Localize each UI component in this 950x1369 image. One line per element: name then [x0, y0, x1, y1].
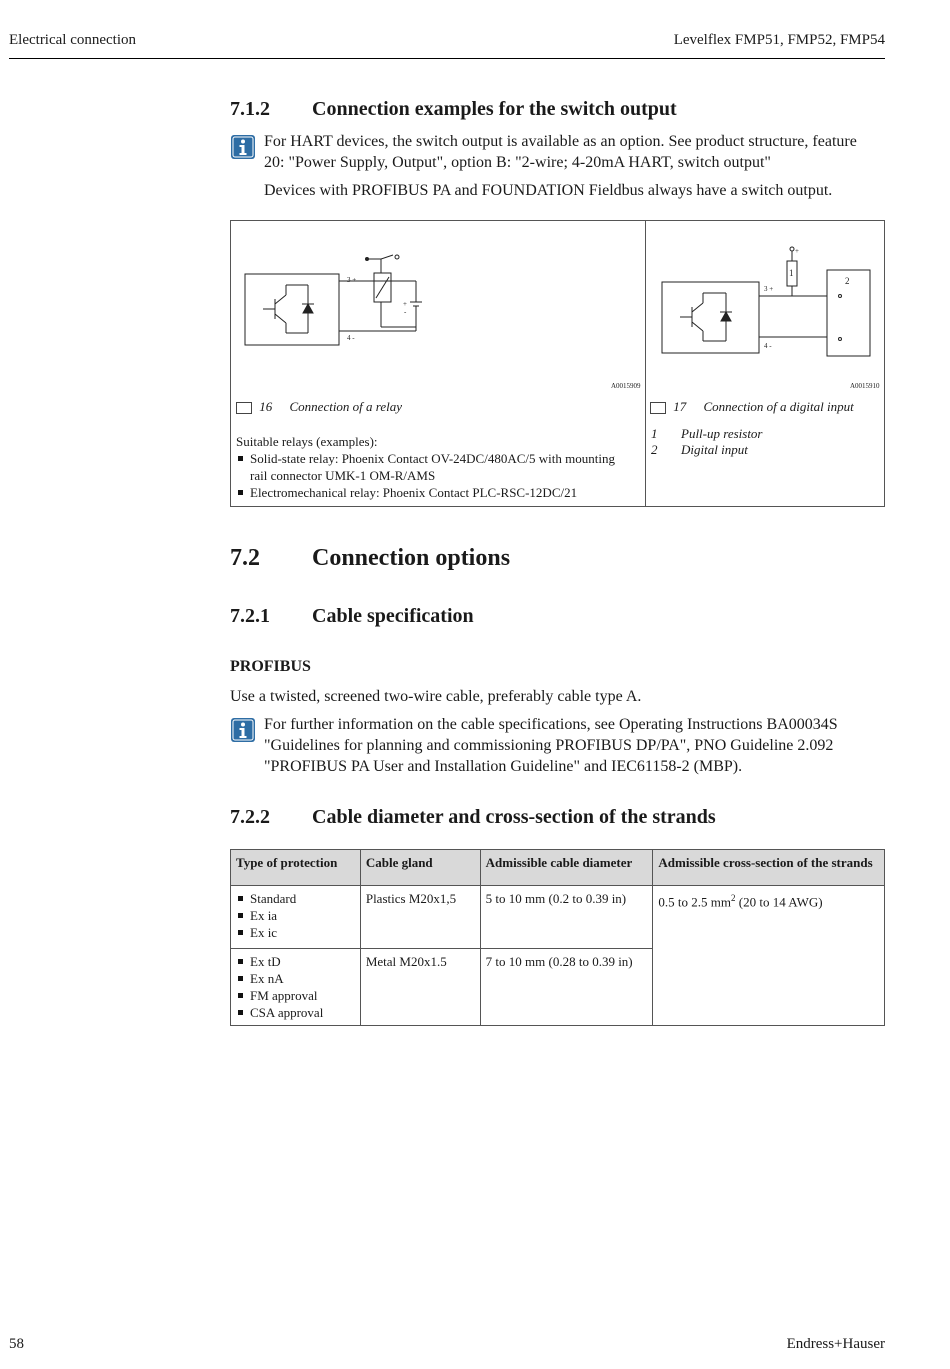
figure-icon — [236, 402, 252, 414]
section-number: 7.2.1 — [230, 605, 270, 627]
section-heading-7-2-1 — [230, 605, 474, 628]
figure-caption-text: Connection of a digital input — [703, 399, 854, 414]
list-item — [236, 450, 641, 484]
section-title: Cable diameter and cross-section of the strands — [312, 806, 716, 828]
list-item: Standard — [236, 890, 355, 907]
section-heading-7-2 — [230, 545, 510, 572]
section-title: Connection examples for the switch output — [312, 98, 677, 120]
supply-plus-label: + — [795, 247, 799, 255]
note-line: "PROFIBUS PA User and Installation Guideline" and IEC61158-2 (MBP). — [264, 758, 743, 775]
table-cell: Plastics M20x1,5 — [360, 886, 480, 949]
table-cell: 7 to 10 mm (0.28 to 0.39 in) — [480, 949, 653, 1026]
battery-minus-label: - — [404, 308, 407, 316]
section-heading-7-1-2 — [230, 98, 890, 121]
list-item: Ex ic — [236, 924, 355, 941]
figure-caption-text: Connection of a relay — [289, 399, 403, 414]
section-title: Connection options — [312, 545, 511, 571]
section-number: 7.2.2 — [230, 806, 270, 828]
note-line: For HART devices, the switch output is available as an option. See product structure, feature — [264, 133, 857, 150]
superscript: 2 — [731, 893, 736, 903]
column-header: Cable gland — [360, 850, 480, 886]
section-heading-7-2-2 — [230, 806, 716, 829]
terminal-4-minus-label: 4 - — [347, 334, 355, 342]
list-item-line: Solid-state relay: Phoenix Contact OV-24DC/480AC/5 with mounting — [250, 451, 615, 466]
cable-spec-table — [230, 849, 885, 1026]
suitable-relays-block — [236, 433, 641, 501]
info-icon — [231, 718, 255, 742]
figure-17-legend — [651, 426, 763, 458]
note-line: "Guidelines for planning and commissioning PROFIBUS DP/PA", PNO Guideline 2.092 — [264, 737, 834, 754]
subheading-profibus: PROFIBUS — [230, 658, 311, 675]
relay-connection-diagram — [231, 221, 645, 391]
table-cell — [231, 886, 361, 949]
table-cell: 5 to 10 mm (0.2 to 0.39 in) — [480, 886, 653, 949]
note-cable-specifications — [264, 714, 894, 777]
relays-heading: Suitable relays (examples): — [236, 434, 378, 449]
digital-input-diagram — [646, 221, 886, 391]
note-line: 20: "Power Supply, Output", option B: "2-wire; 4-20mA HART, switch output" — [264, 154, 771, 171]
footer-brand: Endress+Hauser — [786, 1336, 885, 1352]
table-header-row — [231, 850, 885, 886]
list-item: Ex nA — [236, 970, 355, 987]
list-item: CSA approval — [236, 1004, 355, 1021]
header-rule — [9, 58, 885, 59]
section-number: 7.1.2 — [230, 98, 270, 120]
figure-16-caption — [236, 399, 402, 415]
section-number: 7.2 — [230, 545, 260, 571]
figure-number: 17 — [673, 399, 687, 414]
list-item: Ex tD — [236, 953, 355, 970]
note-hart-switch-output — [264, 131, 894, 173]
legend-number: 1 — [651, 426, 658, 441]
callout-2: 2 — [845, 276, 850, 286]
table-cell — [653, 886, 885, 1026]
figure-code: A0015909 — [611, 382, 641, 390]
cross-section-awg: (20 to 14 AWG) — [735, 894, 823, 910]
figure-panel — [230, 220, 885, 507]
legend-number: 2 — [651, 442, 658, 457]
note-line: For further information on the cable specifications, see Operating Instructions BA00034S — [264, 716, 838, 733]
list-item: FM approval — [236, 987, 355, 1004]
figure-number: 16 — [259, 399, 273, 414]
table-cell — [231, 949, 361, 1026]
figure-code: A0015910 — [850, 382, 880, 390]
paragraph-fieldbus: Devices with PROFIBUS PA and FOUNDATION Fieldbus always have a switch output. — [264, 182, 833, 199]
table-cell: Metal M20x1.5 — [360, 949, 480, 1026]
battery-plus-label: + — [403, 300, 407, 308]
legend-item — [651, 426, 763, 442]
list-item-line: rail connector UMK-1 OM-R/AMS — [250, 468, 436, 483]
cross-section-value: 0.5 to 2.5 mm — [658, 894, 731, 910]
list-item: Electromechanical relay: Phoenix Contact PLC-RSC-12DC/21 — [236, 484, 641, 501]
page-number: 58 — [9, 1336, 24, 1352]
list-item: Ex ia — [236, 907, 355, 924]
terminal-3-plus-label: 3 + — [347, 276, 357, 284]
table-row — [231, 886, 885, 949]
figure-icon — [650, 402, 666, 414]
running-header-left: Electrical connection — [9, 32, 137, 48]
figure-17-caption — [650, 399, 854, 415]
info-icon — [231, 135, 255, 159]
running-header-right: Levelflex FMP51, FMP52, FMP54 — [673, 32, 885, 48]
legend-text: Pull-up resistor — [681, 426, 763, 441]
terminal-4-minus-label: 4 - — [764, 342, 772, 350]
legend-item — [651, 442, 763, 458]
column-header: Admissible cable diameter — [480, 850, 653, 886]
section-title: Cable specification — [312, 605, 474, 627]
column-header: Type of protection — [231, 850, 361, 886]
column-header: Admissible cross-section of the strands — [653, 850, 885, 886]
callout-1: 1 — [789, 268, 794, 278]
terminal-3-plus-label: 3 + — [764, 285, 774, 293]
legend-text: Digital input — [681, 442, 748, 457]
paragraph-cable-type: Use a twisted, screened two-wire cable, preferably cable type A. — [230, 688, 642, 705]
